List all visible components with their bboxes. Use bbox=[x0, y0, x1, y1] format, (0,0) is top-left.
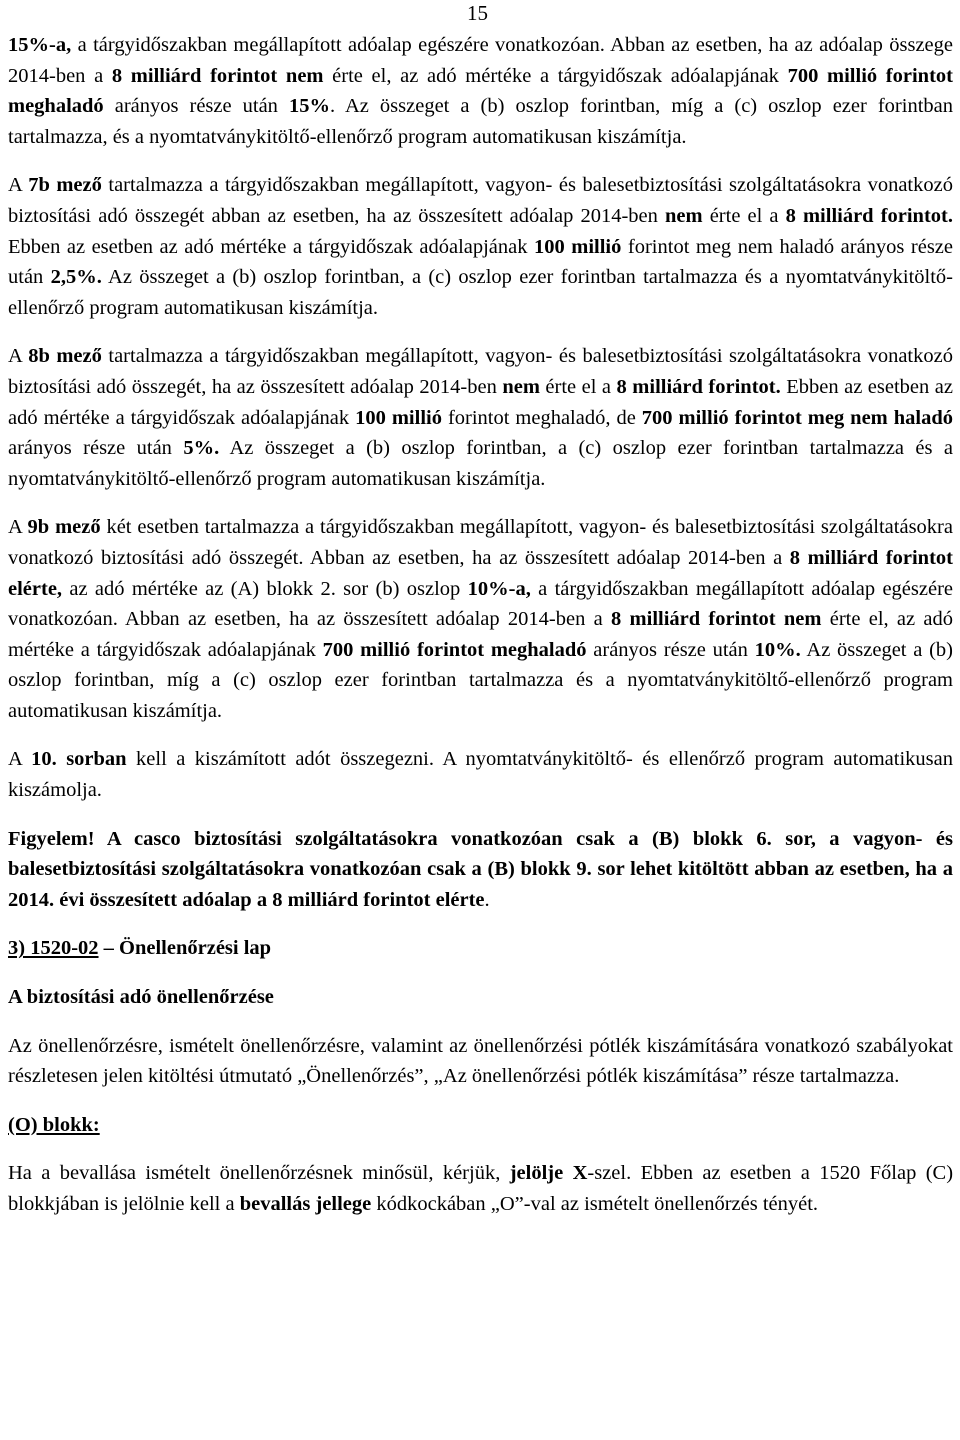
paragraph-block-o: Ha a bevallása ismételt önellenőrzésnek minősül, kérjük, jelölje X-szel. Ebben az esetben a 1520 Főlap (C) blokkjában is jelölnie kell a bevallás jellege kódkockában „O”-val az ismételt önellenőrzés tényét. bbox=[8, 1162, 954, 1215]
paragraph-field-8b: A 8b mező tartalmazza a tárgyidőszakban megállapított, vagyon- és balesetbiztosítási szolgáltatásokra vonatkozó biztosítási adó összegét, ha az összesített adóalap 2014-ben nem érte el a 8 milliárd forintot. Ebben az esetben az adó mértéke a tárgyidőszak adóalapjának 100 millió forintot meghaladó, de 700 millió forintot meg nem haladó arányos része után 5%. Az összeget a (b) oszlop forintban, a (c) oszlop ezer forintban tartalmazza és a nyomtatványkitöltő-ellenőrző program automatikusan kiszámítja. bbox=[8, 345, 953, 490]
section-code: 3) 1520-02 bbox=[8, 937, 99, 960]
paragraph-row-10: A 10. sorban kell a kiszámított adót összegezni. A nyomtatványkitöltő- és ellenőrző program automatikusan kiszámolja. bbox=[8, 748, 953, 802]
document-body bbox=[8, 30, 953, 1220]
paragraph-field-9b: A 9b mező két esetben tartalmazza a tárgyidőszakban megállapított, vagyon- és balesetbiztosítási szolgáltatásokra vonatkozó biztosítási adó összegét. Abban az esetben, ha az összesített adóalap 2014-ben a 8 milliárd forintot elérte, az adó mértéke az (A) blokk 2. sor (b) oszlop 10%-a, a tárgyidőszakban megállapított adóalap egészére vonatkozóan. Abban az esetben, ha az összesített adóalap 2014-ben a 8 milliárd forintot nem érte el, az adó mértéke a tárgyidőszak adóalapjának 700 millió forintot meghaladó arányos része után 10%. Az összeget a (b) oszlop forintban, míg a (c) oszlop ezer forintban tartalmazza és a nyomtatványkitöltő-ellenőrző program automatikusan kiszámítja. bbox=[8, 516, 953, 722]
paragraph-9b-continuation: 15%-a, a tárgyidőszakban megállapított adóalap egészére vonatkozóan. Abban az esetben, ha az adóalap összege 2014-ben a 8 milliárd forintot nem érte el, az adó mértéke a tárgyidőszak adóalapjának 700 millió forintot meghaladó arányos része után 15%. Az összeget a (b) oszlop forintban, míg a (c) oszlop ezer forintban tartalmazza, és a nyomtatványkitöltő-ellenőrző program automatikusan kiszámítja. bbox=[8, 34, 954, 148]
paragraph-self-revision: Az önellenőrzésre, ismételt önellenőrzésre, valamint az önellenőrzési pótlék kiszámítására vonatkozó szabályokat részletesen jelen kitöltési útmutató „Önellenőrzés”, „Az önellenőrzési pótlék kiszámítása” része tartalmazza. bbox=[8, 1034, 953, 1088]
paragraph-field-7b: A 7b mező tartalmazza a tárgyidőszakban megállapított, vagyon- és balesetbiztosítási szolgáltatásokra vonatkozó biztosítási adó összegét abban az esetben, ha az összesített adóalap 2014-ben nem érte el a 8 milliárd forintot. Ebben az esetben az adó mértéke a tárgyidőszak adóalapjának 100 millió forintot meg nem haladó arányos része után 2,5%. Az összeget a (b) oszlop forintban, a (c) oszlop ezer forintban tartalmazza és a nyomtatványkitöltő-ellenőrző program automatikusan kiszámítja. bbox=[8, 174, 954, 319]
warning-paragraph: Figyelem! A casco biztosítási szolgáltatásokra vonatkozóan csak a (B) blokk 6. sor, a vagyon- és balesetbiztosítási szolgáltatásokra vonatkozóan csak a (B) blokk 9. sor lehet kitöltött abban az esetben, ha a 2014. évi összesített adóalap a 8 milliárd forintot elérte. bbox=[8, 827, 953, 911]
section-heading: 3) 1520-02 – Önellenőrzési lap bbox=[8, 937, 272, 960]
block-heading: (O) blokk: bbox=[8, 1113, 100, 1136]
subheading: A biztosítási adó önellenőrzése bbox=[8, 986, 274, 1009]
page-number: 15 bbox=[467, 1, 488, 25]
